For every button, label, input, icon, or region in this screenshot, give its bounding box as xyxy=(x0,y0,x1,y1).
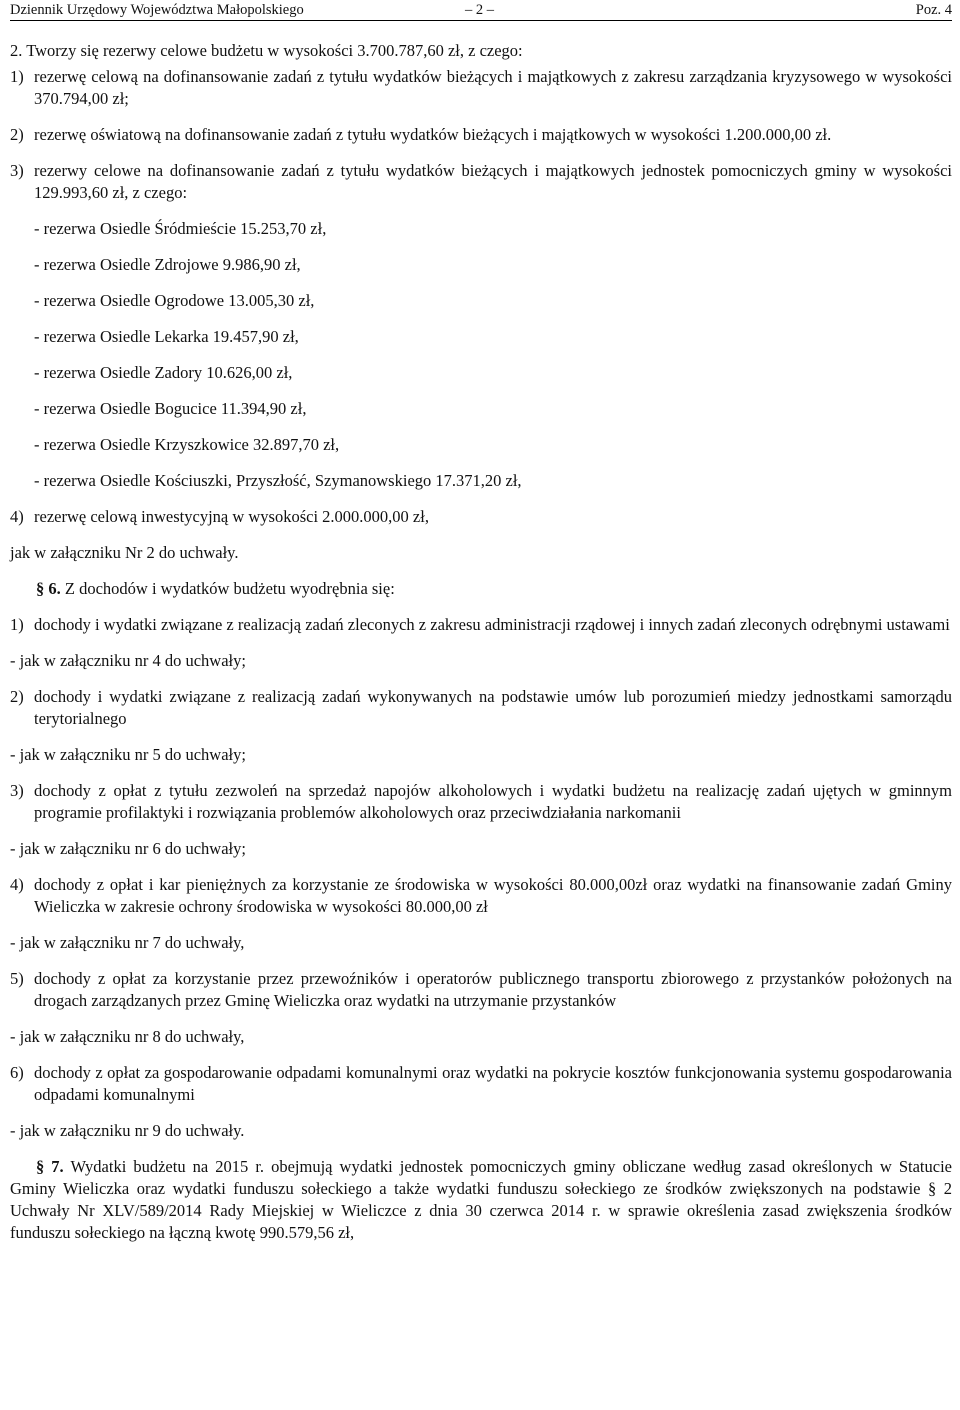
item-text: dochody i wydatki związane z realizacją zadań wykonywanych na podstawie umów lub porozumień miedzy jednostkami samorządu terytorialnego xyxy=(34,687,952,728)
section-label: § 7. xyxy=(36,1157,64,1176)
item-number: 5) xyxy=(10,969,24,988)
attachment-reference: jak w załączniku Nr 2 do uchwały. xyxy=(10,543,239,562)
s6-item-5 xyxy=(10,968,952,1012)
item-number: 2) xyxy=(10,125,24,144)
item-number: 6) xyxy=(10,1063,24,1082)
s6-item-1 xyxy=(10,614,952,636)
reserve-item-3 xyxy=(10,160,952,204)
reserve-item-1 xyxy=(10,66,952,110)
item-text: rezerwę celową na dofinansowanie zadań z tytułu wydatków bieżących i majątkowych z zakresu zarządzania kryzysowego w wysokości 370.794,00 zł; xyxy=(34,67,952,108)
section-7-paragraph xyxy=(10,1156,952,1244)
reserve-item-2 xyxy=(10,124,952,146)
s6-item-5-ref: - jak w załączniku nr 8 do uchwały, xyxy=(10,1027,245,1046)
reserve-subitem: - rezerwa Osiedle Krzyszkowice 32.897,70 zł, xyxy=(34,435,340,454)
item-text: dochody i wydatki związane z realizacją zadań zleconych z zakresu administracji rządowej i innych zadań zleconych odrębnymi ustawami xyxy=(34,615,950,634)
section-text: Wydatki budżetu na 2015 r. obejmują wydatki jednostek pomocniczych gminy obliczane według zasad określonych w Statucie Gminy Wieliczka oraz wydatki funduszu sołeckiego a także wydatki funduszu sołeckiego ze środków zwiększonych na podstawie § 2 Uchwały Nr XLV/589/2014 Rady Miejskiej w Wieliczce z dnia 30 czerwca 2014 r. w sprawie określenia zasad zwiększenia środków funduszu sołeckiego na łączną kwotę 990.579,56 zł, xyxy=(10,1157,953,1242)
section-2-intro: 2. Tworzy się rezerwy celowe budżetu w wysokości 3.700.787,60 zł, z czego: xyxy=(10,41,523,60)
item-number: 4) xyxy=(10,875,24,894)
s6-item-1-ref: - jak w załączniku nr 4 do uchwały; xyxy=(10,651,246,670)
item-text: dochody z opłat z tytułu zezwoleń na sprzedaż napojów alkoholowych i wydatki budżetu na realizację zadań ujętych w gminnym programie profilaktyki i rozwiązania problemów alkoholowych oraz przeciwdziałania narkomanii xyxy=(34,781,952,822)
reserve-subitem: - rezerwa Osiedle Zdrojowe 9.986,90 zł, xyxy=(34,255,301,274)
reserve-subitem: - rezerwa Osiedle Kościuszki, Przyszłość, Szymanowskiego 17.371,20 zł, xyxy=(34,471,522,490)
s6-item-4 xyxy=(10,874,952,918)
s6-item-2 xyxy=(10,686,952,730)
section-6-heading xyxy=(10,578,952,600)
s6-item-3 xyxy=(10,780,952,824)
page-header xyxy=(10,0,952,21)
item-text: dochody z opłat i kar pieniężnych za korzystanie ze środowiska w wysokości 80.000,00zł oraz wydatki na finansowanie zadań Gminy Wieliczka w zakresie ochrony środowiska w wysokości 80.000,00 zł xyxy=(34,875,952,916)
s6-item-4-ref: - jak w załączniku nr 7 do uchwały, xyxy=(10,933,245,952)
reserve-subitem: - rezerwa Osiedle Bogucice 11.394,90 zł, xyxy=(34,399,307,418)
item-text: dochody z opłat za gospodarowanie odpadami komunalnymi oraz wydatki na pokrycie kosztów funkcjonowania systemu gospodarowania odpadami komunalnymi xyxy=(34,1063,952,1104)
journal-title: Dziennik Urzędowy Województwa Małopolskiego xyxy=(10,2,304,18)
item-text: rezerwę celową inwestycyjną w wysokości 2.000.000,00 zł, xyxy=(34,507,429,526)
s6-item-6-ref: - jak w załączniku nr 9 do uchwały. xyxy=(10,1121,245,1140)
position-number: Poz. 4 xyxy=(915,2,952,18)
item-number: 1) xyxy=(10,67,24,86)
section-heading-text: Z dochodów i wydatków budżetu wyodrębnia się: xyxy=(64,579,395,598)
item-number: 1) xyxy=(10,615,24,634)
item-number: 3) xyxy=(10,781,24,800)
reserve-subitem: - rezerwa Osiedle Śródmieście 15.253,70 zł, xyxy=(34,219,327,238)
item-text: rezerwę oświatową na dofinansowanie zadań z tytułu wydatków bieżących i majątkowych w wysokości 1.200.000,00 zł. xyxy=(34,125,832,144)
s6-item-6 xyxy=(10,1062,952,1106)
reserve-subitem: - rezerwa Osiedle Zadory 10.626,00 zł, xyxy=(34,363,293,382)
reserve-subitem: - rezerwa Osiedle Lekarka 19.457,90 zł, xyxy=(34,327,299,346)
reserve-sublist xyxy=(10,218,952,492)
s6-item-3-ref: - jak w załączniku nr 6 do uchwały; xyxy=(10,839,246,858)
item-number: 3) xyxy=(10,161,24,180)
section-label: § 6. xyxy=(36,579,61,598)
item-text: dochody z opłat za korzystanie przez przewoźników i operatorów publicznego transportu zbiorowego z przystanków położonych na drogach zarządzanych przez Gminę Wieliczka oraz wydatki na utrzymanie przystanków xyxy=(34,969,952,1010)
reserve-item-4 xyxy=(10,506,952,528)
page-number: – 2 – xyxy=(465,2,494,18)
item-text: rezerwy celowe na dofinansowanie zadań z tytułu wydatków bieżących i majątkowych jednostek pomocniczych gminy w wysokości 129.993,60 zł, z czego: xyxy=(34,161,952,202)
document-body xyxy=(10,40,952,1244)
reserve-subitem: - rezerwa Osiedle Ogrodowe 13.005,30 zł, xyxy=(34,291,315,310)
item-number: 2) xyxy=(10,687,24,706)
item-number: 4) xyxy=(10,507,24,526)
s6-item-2-ref: - jak w załączniku nr 5 do uchwały; xyxy=(10,745,246,764)
